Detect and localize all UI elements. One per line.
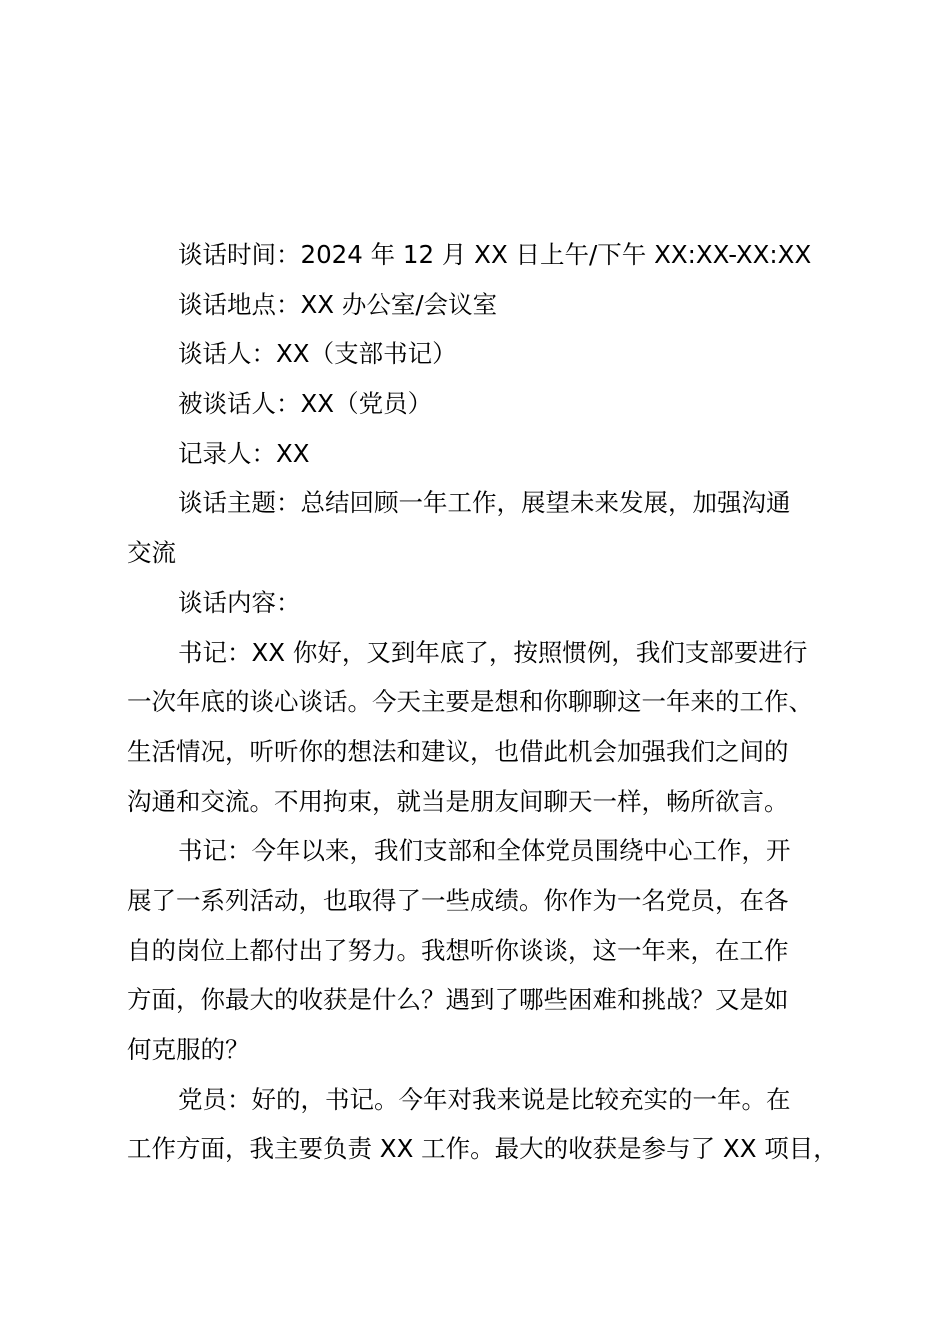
topic-line: 谈话主题：总结回顾一年工作，展望未来发展，加强沟通 [178,488,791,518]
topic-line-continued: 交流 [127,538,176,568]
interviewee-line: 被谈话人：XX（党员） [178,389,433,419]
paragraph-line: 书记：XX 你好，又到年底了，按照惯例，我们支部要进行 [178,637,808,667]
paragraph-line: 生活情况，听听你的想法和建议，也借此机会加强我们之间的 [127,736,789,766]
recorder-line: 记录人：XX [178,438,310,468]
content-heading: 谈话内容： [178,587,301,617]
paragraph-line: 书记：今年以来，我们支部和全体党员围绕中心工作，开 [178,836,791,866]
document-body [127,230,838,1174]
paragraph-line: 一次年底的谈心谈话。今天主要是想和你聊聊这一年来的工作、 [127,687,813,717]
interviewer-line: 谈话人：XX（支部书记） [178,339,457,369]
meeting-location-line: 谈话地点：XX 办公室/会议室 [178,289,498,319]
paragraph-line: 沟通和交流。不用拘束，就当是朋友间聊天一样，畅所欲言。 [127,786,789,816]
paragraph-line: 自的岗位上都付出了努力。我想听你谈谈，这一年来，在工作 [127,935,789,965]
paragraph-line: 工作方面，我主要负责 XX 工作。最大的收获是参与了 XX 项目， [127,1134,838,1164]
paragraph-line: 展了一系列活动，也取得了一些成绩。你作为一名党员，在各 [127,885,789,915]
paragraph-line: 方面，你最大的收获是什么？遇到了哪些困难和挑战？又是如 [127,985,789,1015]
paragraph-line: 何克服的？ [127,1035,250,1064]
meeting-time-line: 谈话时间：2024 年 12 月 XX 日上午/下午 XX:XX-XX:XX [178,240,812,269]
paragraph-line: 党员：好的，书记。今年对我来说是比较充实的一年。在 [178,1084,791,1114]
